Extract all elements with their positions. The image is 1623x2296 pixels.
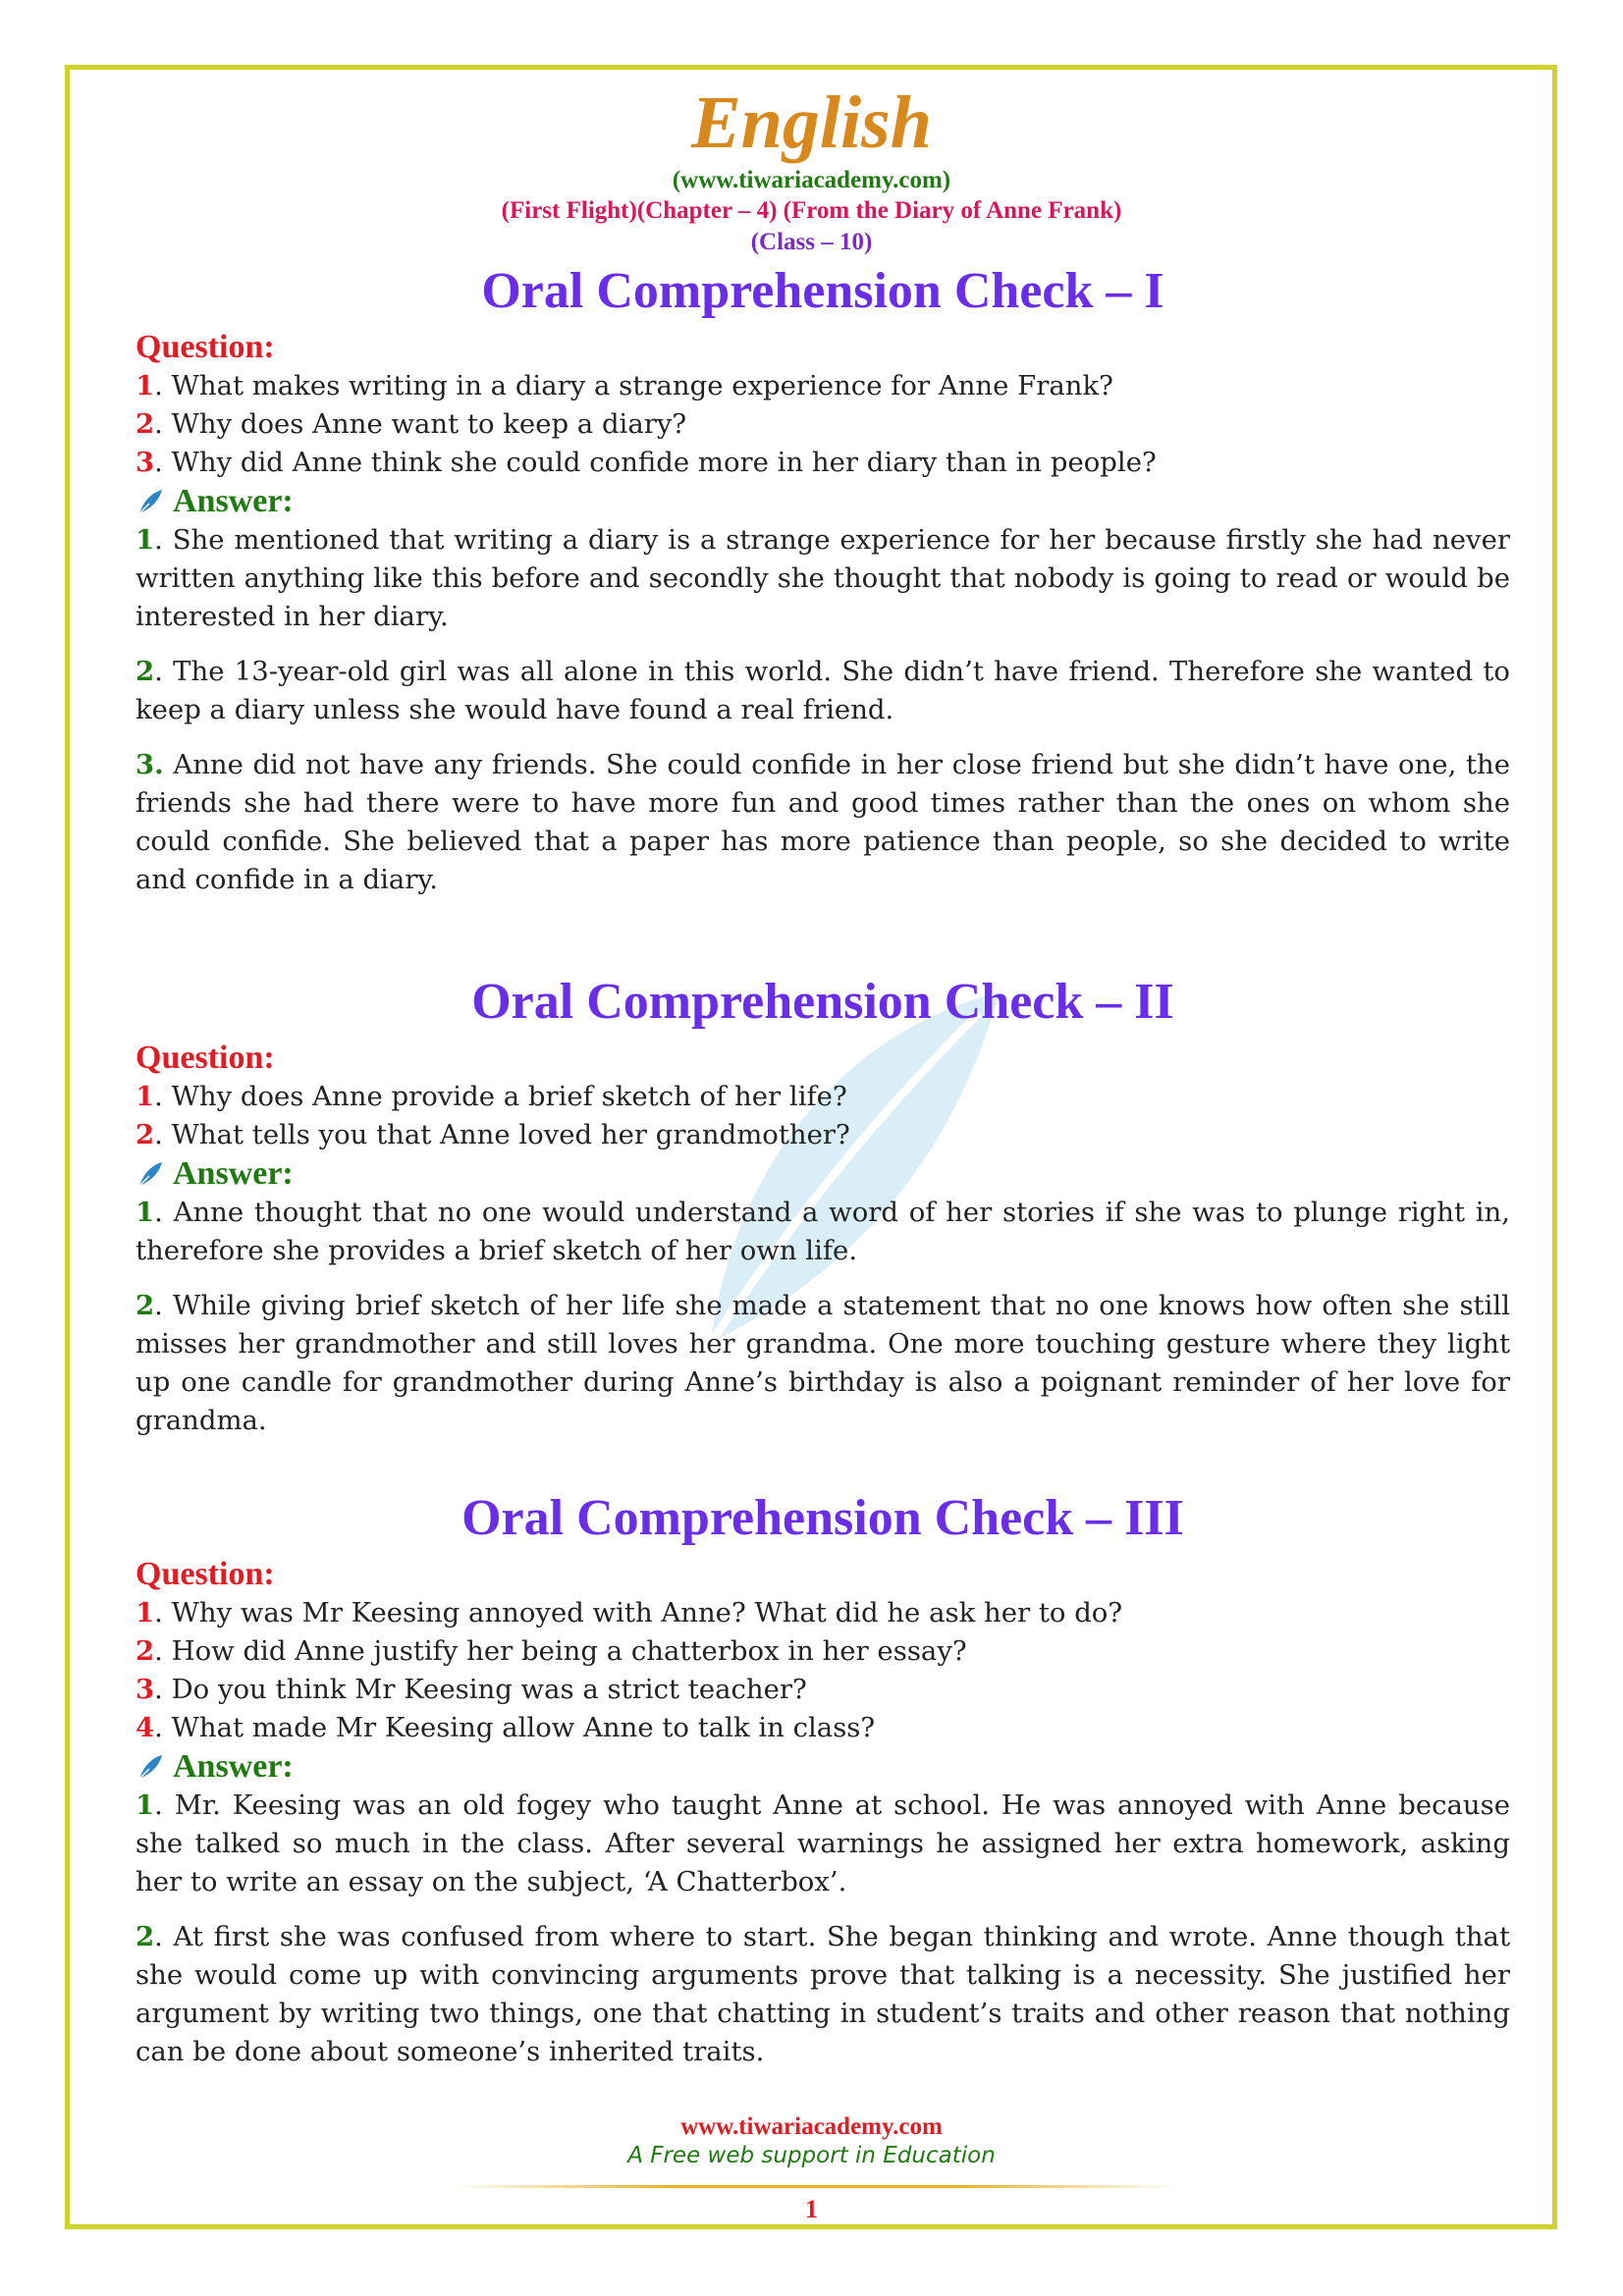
answer-heading bbox=[135, 1154, 1510, 1194]
answer-heading bbox=[135, 482, 1510, 521]
answer-text: Anne did not have any friends. She could confide in her close friend but she didn’t have one, the friends she had there were to have more fun and good times rather than the ones on whom she could confide. She believed that a paper has more patience than people, so she decided to write and confide in a diary. bbox=[135, 749, 1510, 895]
question-item bbox=[135, 1632, 1510, 1671]
answer-item bbox=[135, 521, 1510, 636]
question-item bbox=[135, 1671, 1510, 1709]
answer-item bbox=[135, 1287, 1510, 1440]
question-item bbox=[135, 405, 1510, 444]
footer-divider bbox=[452, 2185, 1178, 2188]
answer-label: Answer: bbox=[173, 1748, 294, 1785]
answer-number: 1 bbox=[135, 1197, 155, 1228]
question-heading: Question: bbox=[135, 1556, 275, 1592]
answer-number: 1 bbox=[135, 1789, 155, 1821]
question-text: . What made Mr Keesing allow Anne to talk in class? bbox=[154, 1712, 876, 1743]
answer-label: Answer: bbox=[173, 1155, 294, 1192]
answer-text: . Anne thought that no one would understand a word of her stories if she was to plunge right in, therefore she provides a brief sketch of her own life. bbox=[135, 1197, 1510, 1266]
question-number: 2 bbox=[135, 1635, 155, 1667]
answer-text: . She mentioned that writing a diary is a strange experience for her because firstly she had never written anything like this before and secondly she thought that nobody is going to read or would be interested in her diary. bbox=[135, 524, 1510, 632]
quill-icon bbox=[135, 487, 165, 516]
quill-icon bbox=[135, 1752, 165, 1782]
question-number: 3 bbox=[135, 447, 155, 478]
question-item bbox=[135, 367, 1510, 405]
answer-number: 2 bbox=[135, 1921, 155, 1952]
question-number: 1 bbox=[135, 1081, 155, 1112]
header-subtitle: (First Flight)(Chapter – 4) (From the Diary of Anne Frank) bbox=[501, 197, 1122, 224]
page-title: English bbox=[690, 81, 933, 164]
section-title: Oral Comprehension Check – II bbox=[471, 974, 1174, 1030]
answer-label: Answer: bbox=[173, 483, 294, 519]
question-item bbox=[135, 444, 1510, 482]
question-number: 2 bbox=[135, 1119, 155, 1150]
question-text: . Why does Anne want to keep a diary? bbox=[154, 408, 687, 440]
section-1 bbox=[135, 261, 1510, 916]
question-number: 1 bbox=[135, 1597, 155, 1629]
answer-text: . While giving brief sketch of her life she made a statement that no one knows how often she still misses her grandmother and still loves her grandma. One more touching gesture where they light up one candle for grandmother during Anne’s birthday is also a poignant reminder of her love for grandma. bbox=[135, 1290, 1510, 1436]
question-number: 3 bbox=[135, 1674, 155, 1705]
answer-item bbox=[135, 1918, 1510, 2071]
question-number: 1 bbox=[135, 370, 155, 401]
answer-number: 3. bbox=[135, 749, 164, 780]
question-item bbox=[135, 1594, 1510, 1632]
answer-text: . Mr. Keesing was an old fogey who taught Anne at school. He was annoyed with Anne because she talked so much in the class. After several warnings he assigned her extra homework, asking her to write an essay on the subject, ‘A Chatterbox’. bbox=[135, 1789, 1510, 1897]
question-text: . Why was Mr Keesing annoyed with Anne? What did he ask her to do? bbox=[154, 1597, 1123, 1629]
question-text: . How did Anne justify her being a chatterbox in her essay? bbox=[154, 1635, 967, 1667]
question-text: . Do you think Mr Keesing was a strict teacher? bbox=[154, 1674, 807, 1705]
answer-text: . The 13-year-old girl was all alone in this world. She didn’t have friend. Therefore she wanted to keep a diary unless she would have found a real friend. bbox=[135, 656, 1510, 725]
question-text: . What makes writing in a diary a strange experience for Anne Frank? bbox=[154, 370, 1113, 401]
section-3 bbox=[135, 1488, 1510, 2088]
header-site: (www.tiwariacademy.com) bbox=[672, 167, 951, 193]
question-number: 2 bbox=[135, 408, 155, 440]
answer-item bbox=[135, 653, 1510, 729]
answer-number: 2 bbox=[135, 1290, 155, 1321]
footer-site-link[interactable]: www.tiwariacademy.com bbox=[680, 2113, 943, 2140]
question-heading: Question: bbox=[135, 329, 275, 365]
question-text: . What tells you that Anne loved her grandmother? bbox=[154, 1119, 850, 1150]
answer-heading bbox=[135, 1747, 1510, 1787]
question-text: . Why did Anne think she could confide more in her diary than in people? bbox=[154, 447, 1157, 478]
answer-item bbox=[135, 746, 1510, 899]
answer-number: 1 bbox=[135, 524, 155, 556]
page-number: 1 bbox=[805, 2195, 818, 2223]
answer-number: 2 bbox=[135, 656, 155, 687]
footer-tagline: A Free web support in Education bbox=[627, 2143, 996, 2168]
answer-item bbox=[135, 1787, 1510, 1901]
question-number: 4 bbox=[135, 1712, 155, 1743]
header-class: (Class – 10) bbox=[750, 229, 873, 255]
answer-text: . At first she was confused from where to start. She began thinking and wrote. Anne though that she would come up with convincing arguments prove that talking is a necessity. She justified her argument by writing two things, one that chatting in student’s traits and other reason that nothing can be done about someone’s inherited traits. bbox=[135, 1921, 1510, 2067]
answer-item bbox=[135, 1194, 1510, 1270]
section-title: Oral Comprehension Check – III bbox=[461, 1490, 1184, 1546]
question-text: . Why does Anne provide a brief sketch of her life? bbox=[154, 1081, 847, 1112]
quill-icon bbox=[135, 1159, 165, 1189]
question-item bbox=[135, 1078, 1510, 1116]
question-item bbox=[135, 1116, 1510, 1154]
section-title: Oral Comprehension Check – I bbox=[481, 263, 1164, 319]
question-heading: Question: bbox=[135, 1040, 275, 1076]
question-item bbox=[135, 1709, 1510, 1747]
section-2 bbox=[135, 972, 1510, 1457]
